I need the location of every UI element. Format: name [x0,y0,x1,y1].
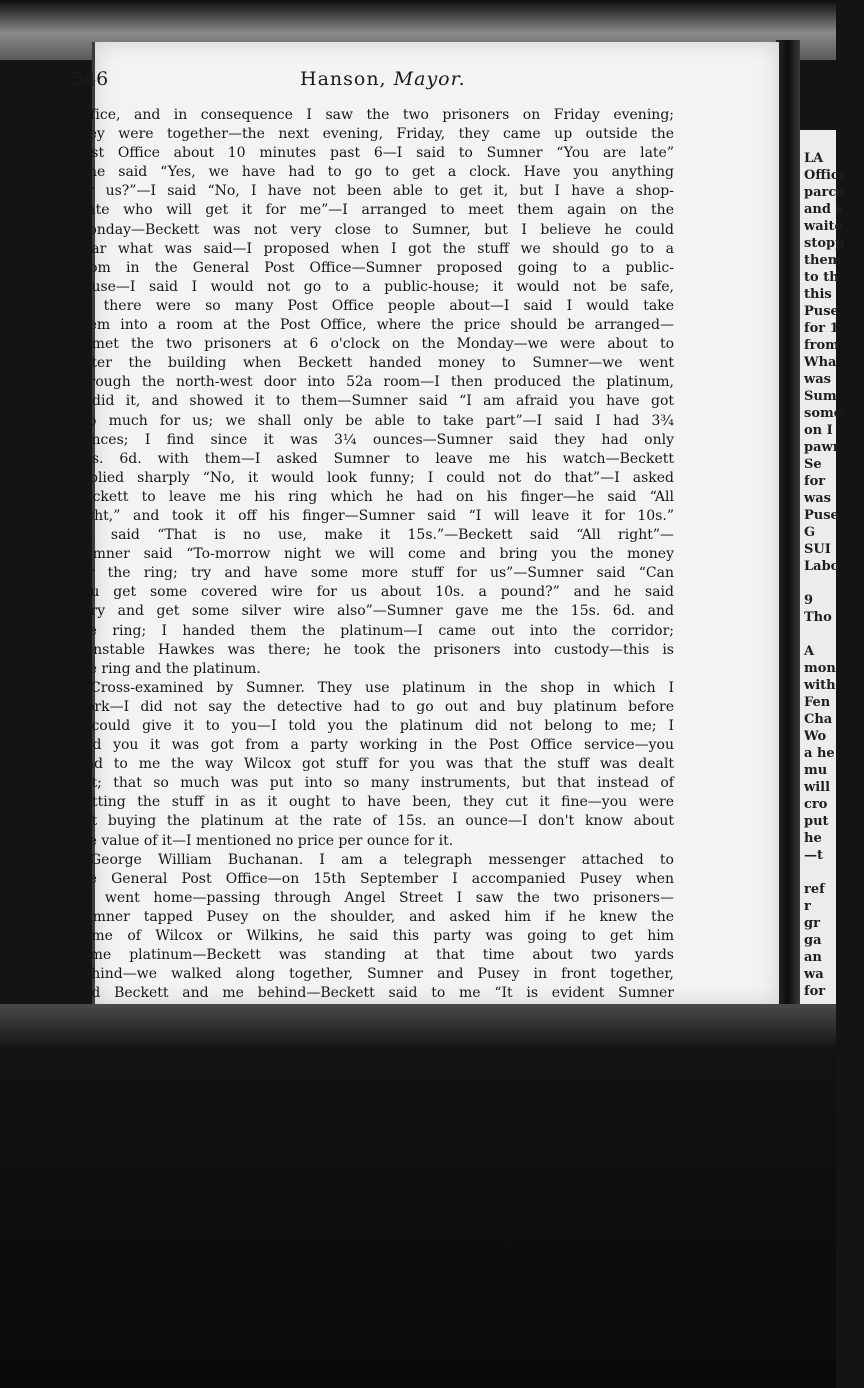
page-number: 546 [72,68,109,90]
facing-page-text-fragment: Tho [804,610,832,625]
text-line: through the north-west door into 52a room—I then produced the platinum, [74,374,674,391]
facing-page-text-fragment: Se [804,457,822,472]
text-line: I met the two prisoners at 6 o'clock on the Monday—we were about to [74,336,674,353]
text-line: enter the building when Beckett handed money to Sumner—we went [74,355,674,372]
facing-page-text-fragment: Office [804,168,848,183]
facing-page-text-fragment: to th [804,270,839,285]
text-line: out; that so much was put into so many instruments, but that instead of [74,775,674,792]
facing-page-text-fragment: parce [804,185,845,200]
facing-page-text-fragment: with [804,678,836,693]
running-head-title: Mayor. [393,68,466,90]
facing-page-text-fragment: r [804,899,811,914]
text-line: behind—we walked along together, Sumner and Pusey in front together, [74,966,674,983]
scan-bottom-edge [0,1004,836,1388]
page-text [74,106,674,1099]
text-line: “Try and get some silver wire also”—Sumner gave me the 15s. 6d. and [74,603,674,620]
text-line: for the ring; try and have some more stuff for us”—Sumner said “Can [74,565,674,582]
text-line: Post Office about 10 minutes past 6—I said to Sumner “You are late” [74,145,674,162]
facing-page-text-fragment: an [804,950,822,965]
text-line: work—I did not say the detective had to go out and buy platinum before [74,698,674,715]
facing-page-text-fragment: from [804,338,839,353]
text-line: ounces; I find since it was 3¼ ounces—Sumner said they had only [74,431,674,448]
text-line: the value of it—I mentioned no price per ounce for it. [74,832,454,849]
text-line: and Beckett and me behind—Beckett said to me “It is evident Sumner [74,985,674,1002]
book-gutter [776,40,800,1010]
text-line: too much for us; we shall only be able to take part”—I said I had 3¾ [74,412,674,429]
facing-page-text-fragment: pawr [804,440,840,455]
text-line: told you it was got from a party working in the Post Office service—you [74,737,674,754]
facing-page-text-fragment: Cha [804,712,833,727]
running-head-name: Hanson, [300,68,387,90]
facing-page-text-fragment: SUI [804,542,831,557]
facing-page-text-fragment: G [804,525,816,540]
facing-page-text-fragment: A [804,644,815,659]
facing-page-text-fragment: Wha [804,355,837,370]
text-line: Beckett to leave me his ring which he had on his finger—he said “All [74,488,674,505]
facing-page-text-fragment: them [804,253,842,268]
facing-page-text-fragment: cro [804,797,828,812]
facing-page-text-fragment: Wo [804,729,827,744]
text-line: right,” and took it off his finger—Sumner said “I will leave it for 10s.” [74,507,674,524]
facing-page-text-fragment: some [804,406,843,421]
facing-page-text-fragment: Puse [804,304,839,319]
facing-page-text-fragment: will [804,780,831,795]
text-line: them into a room at the Post Office, where the price should be arranged— [74,317,674,334]
facing-page-text-fragment: for 1 [804,321,839,336]
text-line: house—I said I would not go to a public-house; it would not be safe, [74,278,674,295]
text-line: Sumner tapped Pusey on the shoulder, and asked him if he knew the [74,908,674,925]
facing-page-text-fragment: ref [804,882,825,897]
text-line: they were together—the next evening, Friday, they came up outside the [74,126,674,143]
facing-page-text-fragment: was [804,372,831,387]
facing-page-text-fragment: put [804,814,829,829]
facing-page-text-fragment: stopp [804,236,845,251]
facing-page-text-fragment: for [804,984,826,999]
text-line: as there were so many Post Office people about—I said I would take [74,297,674,314]
text-line: —I said “That is no use, make it 15s.”—Beckett said “All right”— [74,527,674,544]
text-line: said to me the way Wilcox got stuff for you was that the stuff was dealt [74,756,674,773]
text-line: name of Wilcox or Wilkins, he said this party was going to get him [74,928,674,945]
text-line: hear what was said—I proposed when I got the stuff we should go to a [74,240,674,257]
text-line: for us?”—I said “No, I have not been able to get it, but I have a shop- [74,183,674,200]
facing-page-text-fragment: ga [804,933,822,948]
facing-page-text-fragment: wa [804,967,824,982]
facing-page-fragment [800,130,848,1010]
text-line: putting the stuff in as it ought to have been, they cut it fine—you were [74,794,674,811]
running-head [300,68,640,90]
text-line: you get some covered wire for us about 10s. a pound?” and he said [74,584,674,601]
facing-page-text-fragment: was [804,491,831,506]
facing-page-text-fragment: gr [804,916,820,931]
text-line: Office, and in consequence I saw the two prisoners on Friday evening; [74,107,674,123]
facing-page-text-fragment: Labo [804,559,840,574]
text-line: 15s. 6d. with them—I asked Sumner to leave me his watch—Beckett [74,450,674,467]
text-line: Monday—Beckett was not very close to Sumner, but I believe he could [74,221,674,238]
facing-page-text-fragment: he [804,831,822,846]
text-line: some platinum—Beckett was standing at that time about two yards [74,947,674,964]
text-line: he went home—passing through Angel Street I saw the two prisoners— [74,889,674,906]
text-line: the ring and the platinum. [74,660,261,677]
facing-page-text-fragment: Sum [804,389,837,404]
text-line: replied sharply “No, it would look funny; I could not do that”—I asked [74,469,674,486]
text-line: Constable Hawkes was there; he took the prisoners into custody—this is [74,641,674,658]
facing-page-text-fragment: Puse [804,508,839,523]
facing-page-text-fragment: for [804,474,826,489]
text-line: the ring; I handed them the platinum—I came out into the corridor; [74,622,674,639]
text-line: undid it, and showed it to them—Sumner said “I am afraid you have got [74,393,674,410]
text-line: the General Post Office—on 15th September I accompanied Pusey when [74,870,674,887]
facing-page-text-fragment: this [804,287,832,302]
text-line: room in the General Post Office—Sumner proposed going to a public- [74,259,674,276]
text-line: mate who will get it for me”—I arranged to meet them again on the [74,202,674,219]
text-line: —he said “Yes, we have had to go to get a clock. Have you anything [74,164,674,181]
facing-page-text-fragment: LA [804,151,824,166]
text-line: not buying the platinum at the rate of 15s. an ounce—I don't know about [74,813,674,830]
text-line: Cross-examined by Sumner. They use platinum in the shop in which I [90,679,674,696]
facing-page-text-fragment: mu [804,763,828,778]
facing-page-text-fragment: and s [804,202,843,217]
facing-page-text-fragment: Fen [804,695,831,710]
facing-page-text-fragment: a he [804,746,835,761]
text-line: Sumner said “To-morrow night we will come and bring you the money [74,546,674,563]
text-line: George William Buchanan. I am a telegraph messenger attached to [90,851,674,868]
text-line: I could give it to you—I told you the platinum did not belong to me; I [74,718,674,734]
facing-page-text-fragment: waite [804,219,843,234]
facing-page-text-fragment: mon [804,661,836,676]
facing-page-text-fragment: 9 [804,593,814,608]
facing-page-text-fragment: —t [804,848,824,863]
facing-page-text-fragment: on I [804,423,833,438]
